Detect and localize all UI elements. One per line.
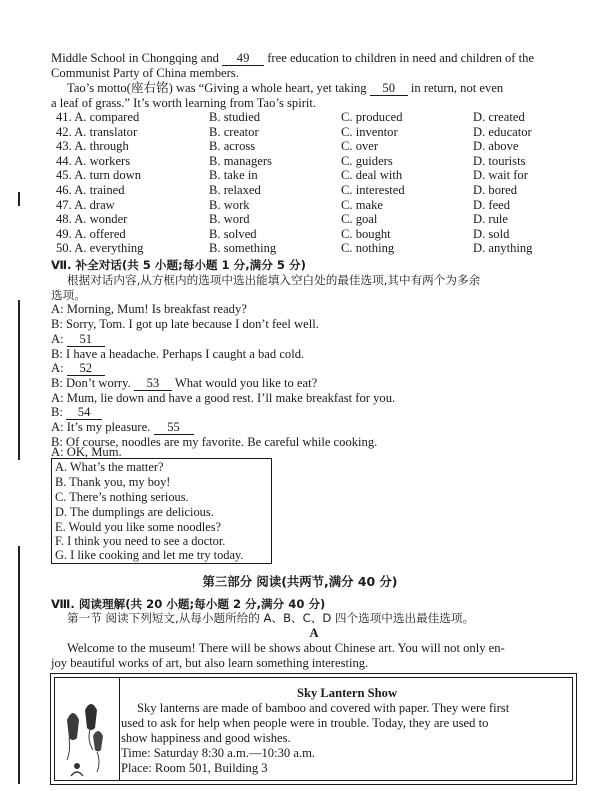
blank-51: 51: [67, 333, 105, 347]
instruction-text: 选项。: [51, 288, 86, 302]
choice-option-a: 45. A. turn down: [56, 168, 142, 183]
choice-option-b: B. take in: [209, 168, 258, 183]
lantern-icon: [93, 731, 103, 772]
option-item: B. Thank you, my boy!: [55, 475, 171, 489]
part-title: 第三部分 阅读(共两节,满分 40 分): [202, 574, 398, 589]
passage-letter: A: [309, 626, 319, 640]
option-item: G. I like cooking and let me try today.: [55, 548, 244, 562]
dialogue-line: B: I have a headache. Perhaps I caught a bad cold.: [51, 347, 305, 361]
choice-option-b: B. studied: [209, 110, 261, 124]
margin-bar: [18, 192, 20, 206]
dialogue-line: A: OK, Mum.: [51, 445, 122, 459]
blank-52: 52: [67, 362, 105, 376]
choice-option-a: 43. A. through: [56, 139, 129, 154]
show-info-box: [50, 673, 577, 785]
choice-option-a: 42. A. translator: [56, 124, 138, 139]
choice-option-c: C. inventor: [341, 124, 398, 139]
choice-option-a: 41. A. compared: [56, 110, 140, 124]
passage-line: a leaf of grass.” It’s worth learning from Tao’s spirit.: [51, 96, 317, 110]
choice-option-d: D. anything: [473, 241, 533, 256]
instruction-text: 根据对话内容,从方框内的选项中选出能填入空白处的最佳选项,其中有两个为多余: [67, 273, 481, 287]
show-place: Place: Room 501, Building 3: [121, 761, 268, 775]
choice-option-d: D. educator: [473, 124, 532, 139]
blank-50: 50: [370, 82, 408, 96]
dialogue-line: B: 54: [51, 405, 102, 420]
option-item: C. There’s nothing serious.: [55, 490, 189, 504]
choice-option-c: C. produced: [341, 110, 403, 124]
dialogue-line: A: 52: [51, 361, 105, 376]
choice-option-a: 44. A. workers: [56, 153, 131, 168]
choice-option-c: C. deal with: [341, 168, 403, 183]
passage-line: Tao’s motto(座右铭) was “Giving a whole heart, yet taking 50 in return, not even: [67, 81, 504, 95]
dialogue-line: B: Sorry, Tom. I got up late because I don’t feel well.: [51, 317, 319, 331]
choice-option-b: B. creator: [209, 124, 259, 139]
choice-option-b: B. across: [209, 139, 256, 154]
choice-option-d: D. tourists: [473, 153, 526, 168]
choice-option-c: C. nothing: [341, 241, 395, 256]
choice-option-d: D. bored: [473, 183, 518, 197]
passage-line: joy beautiful works of art, but also learn something interesting.: [51, 656, 369, 670]
choice-option-d: D. created: [473, 110, 525, 124]
passage-line: Middle School in Chongqing and 49 free education to children in need and children of the: [51, 51, 535, 65]
dialogue-line: A: 51: [51, 332, 105, 347]
instruction-text: 第一节 阅读下列短文,从每小题所给的 A、B、C、D 四个选项中选出最佳选项。: [67, 611, 475, 625]
choice-option-c: C. make: [341, 197, 383, 212]
choice-option-a: 48. A. wonder: [56, 212, 128, 227]
margin-bar: [18, 300, 20, 460]
choice-option-d: D. above: [473, 139, 519, 154]
show-desc: show happiness and good wishes.: [121, 731, 291, 745]
dialogue-line: B: Of course, noodles are my favorite. Be careful while cooking.: [51, 435, 378, 449]
choice-option-a: 46. A. trained: [56, 183, 125, 197]
choice-option-a: 50. A. everything: [56, 241, 144, 256]
choice-option-b: B. work: [209, 197, 250, 212]
dialogue-line: A: It’s my pleasure. 55: [51, 420, 194, 435]
dialogue-line: A: Morning, Mum! Is breakfast ready?: [51, 302, 247, 316]
passage-line: Welcome to the museum! There will be shows about Chinese art. You will not only en-: [67, 641, 505, 655]
choice-option-b: B. something: [209, 241, 277, 256]
choice-option-c: C. bought: [341, 226, 391, 241]
sky-lantern-illustration: [57, 680, 117, 784]
show-time: Time: Saturday 8:30 a.m.—10:30 a.m.: [121, 746, 316, 760]
section-heading: Ⅶ. 补全对话(共 5 小题;每小题 1 分,满分 5 分): [51, 258, 306, 272]
option-item: D. The dumplings are delicious.: [55, 505, 214, 519]
choice-option-b: B. solved: [209, 226, 257, 241]
blank-55: 55: [154, 421, 194, 435]
blank-53: 53: [134, 377, 172, 391]
choice-option-c: C. over: [341, 139, 379, 154]
lantern-icon: [67, 713, 79, 760]
choice-option-a: 49. A. offered: [56, 226, 126, 241]
choice-option-a: 47. A. draw: [56, 197, 115, 212]
choice-option-b: B. word: [209, 212, 250, 227]
person-icon: [71, 763, 83, 776]
section-heading: Ⅷ. 阅读理解(共 20 小题;每小题 2 分,满分 40 分): [51, 597, 326, 611]
choice-option-d: D. sold: [473, 226, 510, 241]
choice-option-c: C. interested: [341, 183, 405, 197]
choice-option-d: D. wait for: [473, 168, 528, 183]
choice-option-c: C. guiders: [341, 153, 393, 168]
choice-option-b: B. relaxed: [209, 183, 261, 197]
passage-line: Communist Party of China members.: [51, 66, 239, 80]
option-item: F. I think you need to see a doctor.: [55, 534, 226, 548]
option-item: E. Would you like some noodles?: [55, 520, 222, 534]
dialogue-line: B: Don’t worry. 53 What would you like to eat?: [51, 376, 318, 390]
show-title: Sky Lantern Show: [296, 686, 398, 700]
option-item: A. What’s the matter?: [55, 460, 164, 474]
show-desc: Sky lanterns are made of bamboo and covered with paper. They were first: [137, 701, 510, 715]
choice-option-b: B. managers: [209, 153, 272, 168]
show-desc: used to ask for help when people were in trouble. Today, they are used to: [121, 716, 489, 730]
blank-54: 54: [66, 406, 102, 420]
options-box: [51, 458, 272, 564]
choice-option-d: D. rule: [473, 212, 508, 227]
choice-option-c: C. goal: [341, 212, 378, 227]
blank-49: 49: [222, 52, 264, 66]
choice-option-d: D. feed: [473, 197, 511, 212]
dialogue-line: A: Mum, lie down and have a good rest. I’ll make breakfast for you.: [51, 391, 396, 405]
